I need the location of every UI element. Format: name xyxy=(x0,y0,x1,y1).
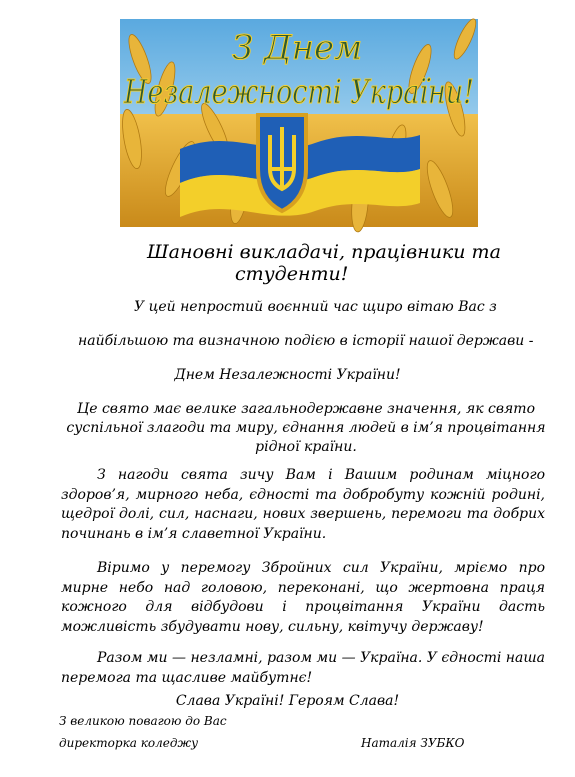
intro-line-1: У цей непростий воєнний час щиро вітаю Вас з xyxy=(134,299,497,315)
slogan: Слава Україні! Героям Слава! xyxy=(175,693,400,709)
paragraph-2: З нагоди свята зичу Вам і Вашим родинам міцного здоров’я, мирного неба, єдності та добробуту кожній родині, щедрої долі, сил, наснаги, нових звершень, перемоги та добрих починань в ім’я славетної України. xyxy=(61,467,545,542)
paragraph-4: Разом ми — незламні, разом ми — Україна. У єдності наша перемога та щасливе майбутнє! xyxy=(61,650,545,686)
author-signature: Наталія ЗУБКО xyxy=(361,736,465,750)
banner-title-line-1: З Днем xyxy=(232,28,363,68)
author-position: директорка коледжу xyxy=(59,736,199,750)
banner-illustration xyxy=(120,19,478,227)
salutation-line-1: Шановні викладачі, працівники та xyxy=(147,241,501,263)
independence-day-banner xyxy=(120,19,478,227)
paragraph-1: Це свято має велике загальнодержавне значення, як свято суспільної злагоди та миру, єднання людей в ім’я процвітання рідної країни. xyxy=(66,401,546,455)
intro-line-3: Днем Незалежності України! xyxy=(174,367,401,383)
closing-line: З великою повагою до Вас xyxy=(59,714,227,728)
salutation-line-2: студенти! xyxy=(235,263,349,285)
banner-title-line-2: Незалежності України! xyxy=(123,72,475,111)
intro-line-2: найбільшою та визначною подією в історії нашої держави - xyxy=(78,333,534,349)
paragraph-3: Віримо у перемогу Збройних сил України, мріємо про мирне небо над головою, переконані, що жертовна праця кожного для відбудови і процвітання України дасть можливість збудувати нову, сильну, квітучу державу! xyxy=(61,560,545,635)
coat-of-arms-icon xyxy=(258,115,306,211)
